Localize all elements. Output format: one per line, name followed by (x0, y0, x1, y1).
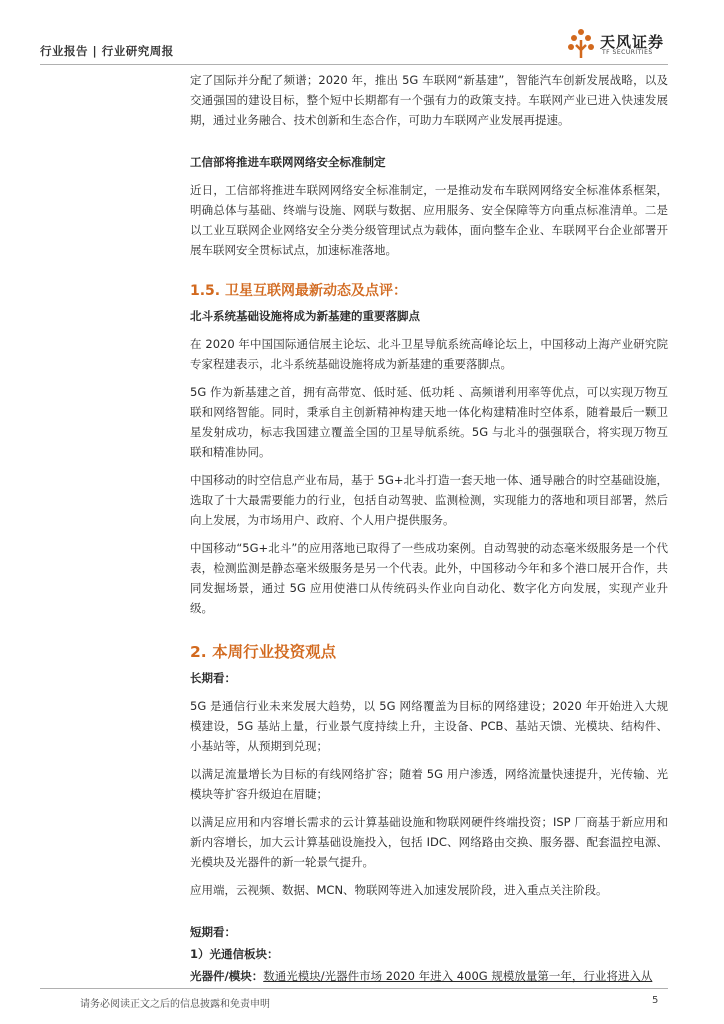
subheading-optical: 1）光通信板块： (190, 947, 279, 961)
optical-text: 数通光模块/光器件市场 2020 年进入 400G 规模放量第一年，行业将进入从 (263, 969, 653, 983)
logo-english-text: TF SECURITIES (602, 49, 653, 56)
optical-label: 光器件/模块： (190, 969, 264, 983)
paragraph-beidou-3: 中国移动的时空信息产业布局，基于 5G+北斗打造一套天地一体、通导融合的时空基础设施，选取了十大最需要能力的行业，包括自动驾驶、监测检测，实现能力的落地和项目部署，然后向上发展，为市场用户、政府、个人用户提供服务。 (190, 473, 669, 527)
paragraph-long-3: 以满足应用和内容增长需求的云计算基础设施和物联网硬件终端投资；ISP 厂商基于新应用和新内容增长，加大云计算基础设施投入，包括 IDC、网络路由交换、服务器、配套温控电源、光模块及光器件的新一轮景气提升。 (190, 815, 668, 869)
section-heading-2: 2. 本周行业投资观点 (190, 643, 337, 661)
paragraph-long-1: 5G 是通信行业未来发展大趋势，以 5G 网络覆盖为目标的网络建设；2020 年开始进入大规模建设，5G 基站上量，行业景气度持续上升，主设备、PCB、基站天馈、光模块、结构件、小基站等，从预期到兑现； (190, 699, 668, 753)
paragraph-optical (190, 966, 668, 986)
page-header (0, 0, 724, 66)
footer-divider (40, 988, 668, 989)
logo-chinese-text: 天风证券 (600, 33, 665, 51)
subheading-long-term: 长期看： (190, 671, 236, 685)
paragraph-long-2: 以满足流量增长为目标的有线网络扩容；随着 5G 用户渗透，网络流量快速提升，光传输、光模块等扩容升级迫在眉睫； (190, 767, 668, 801)
paragraph-beidou-4: 中国移动“5G+北斗”的应用落地已取得了一些成功案例。自动驾驶的动态毫米级服务是一个代表，检测监测是静态毫米级服务是另一个代表。此外，中国移动今年和多个港口展开合作，共同发掘场景，通过 5G 应用使港口从传统码头作业向自动化、数字化方向发展，实现产业升级。 (190, 541, 668, 615)
subheading-miit: 工信部将推进车联网网络安全标准制定 (190, 155, 386, 169)
paragraph-miit: 近日，工信部将推进车联网网络安全标准制定，一是推动发布车联网网络安全标准体系框架，明确总体与基础、终端与设施、网联与数据、应用服务、安全保障等方向重点标准清单。二是以工业互联网企业网络安全分类分级管理试点为载体，面向整车企业、车联网平台企业部署开展车联网安全贯标试点，加速标准落地。 (190, 183, 668, 257)
subheading-beidou: 北斗系统基础设施将成为新基建的重要落脚点 (190, 309, 420, 323)
paragraph-long-4: 应用端，云视频、数据、MCN、物联网等进入加速发展阶段，进入重点关注阶段。 (190, 883, 608, 897)
footer-disclaimer: 请务必阅读正文之后的信息披露和免责申明 (80, 999, 270, 1010)
subheading-short-term: 短期看： (190, 925, 236, 939)
section-heading-1-5: 1.5. 卫星互联网最新动态及点评： (190, 283, 407, 299)
page-number: 5 (652, 995, 659, 1006)
company-logo (566, 28, 670, 60)
header-title: 行业报告 | 行业研究周报 (40, 44, 174, 58)
paragraph-beidou-2: 5G 作为新基建之首，拥有高带宽、低时延、低功耗 、高频谱利用率等优点，可以实现万物互联和网络智能。同时，秉承自主创新精神构建天地一体化构建精准时空体系，随着最后一颗卫星发射成功，标志我国建立覆盖全国的卫星导航系统。5G 与北斗的强强联合，将实现万物互联和精准协同。 (190, 385, 668, 459)
paragraph-intro: 定了国际并分配了频谱；2020 年，推出 5G 车联网“新基建”，智能汽车创新发展战略，以及交通强国的建设目标，整个短中长期都有一个强有力的政策支持。车联网产业已进入快速发展期，通过业务融合、技术创新和生态合作，可助力车联网产业发展再提速。 (190, 73, 668, 127)
header-divider (40, 64, 668, 65)
logo-mark-icon (566, 28, 596, 60)
paragraph-beidou-1: 在 2020 年中国国际通信展主论坛、北斗卫星导航系统高峰论坛上，中国移动上海产业研究院专家程建表示，北斗系统基础设施将成为新基建的重要落脚点。 (190, 337, 668, 371)
main-content (190, 70, 668, 994)
